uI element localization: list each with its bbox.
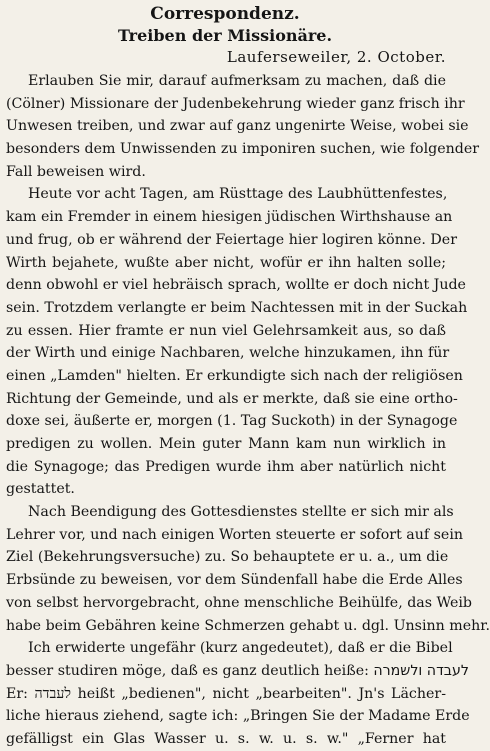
text-line: predigen zu wollen. Mein guter Mann kam nun wirklich in xyxy=(6,436,446,452)
text-line: denn obwohl er viel hebräisch sprach, wollte er doch nicht Jude xyxy=(6,277,466,294)
text-line: Ich erwiderte ungefähr (kurz angedeutet), daß er die Bibel xyxy=(28,640,453,657)
text-line: Erlauben Sie mir, darauf aufmerksam zu machen, daß die xyxy=(28,73,446,89)
article-body xyxy=(6,70,490,751)
text-line: habe beim Gebähren keine Schmerzen gehabt u. dgl. Unsinn mehr. xyxy=(6,617,490,634)
text-line: Er: לעבדה heißt „bedienen", nicht „bearbeiten". Jn's Lächer- xyxy=(6,685,446,702)
text-line: Lehrer vor, und nach einigen Worten steuerte er sofort auf sein xyxy=(6,526,464,543)
text-line: Wirth bejahete, wußte aber nicht, wofür er ihn halten solle; xyxy=(6,254,446,271)
text-line: Erbsünde zu beweisen, vor dem Sündenfall habe die Erde Alles xyxy=(6,572,463,589)
text-line: die Synagoge; das Predigen wurde ihm aber natürlich nicht xyxy=(6,458,446,475)
text-line: kam ein Fremder in einem hiesigen jüdischen Wirthshause an xyxy=(6,209,453,226)
text-line xyxy=(6,660,469,683)
dateline: Lauferseweiler, 2. October. xyxy=(226,48,446,66)
text-line: Fall beweisen wird. xyxy=(6,163,146,180)
text-line: Nach Beendigung des Gottesdienstes stellte er sich mir als xyxy=(28,504,454,521)
text-line: zu essen. Hier framte er nun viel Gelehrsamkeit aus, so daß xyxy=(6,322,446,339)
text-line: besonders dem Unwissenden zu imponiren suchen, wie folgender xyxy=(6,141,480,158)
text-line: Richtung der Gemeinde, und als er merkte, daß sie eine ortho- xyxy=(6,390,458,407)
section-heading: Correspondenz. xyxy=(150,4,300,24)
text-line: von selbst hervorgebracht, ohne menschliche Beihülfe, das Weib xyxy=(6,594,472,611)
text-line: gestattet. xyxy=(6,481,75,498)
text-line: Heute vor acht Tagen, am Rüsttage des Laubhüttenfestes, xyxy=(28,186,448,203)
text-line: Ziel (Bekehrungsversuche) zu. So behauptete er u. a., um die xyxy=(6,549,449,566)
text-line: liche hieraus ziehend, sagte ich: „Bringen Sie der Madame Erde xyxy=(6,708,470,725)
text-line: und frug, ob er während der Feiertage hier logiren könne. Der xyxy=(6,231,457,248)
article-title: Treiben der Missionäre. xyxy=(117,26,333,45)
hebrew-quote: לעבדה ולשמרה xyxy=(373,662,469,679)
text-line: Unwesen treiben, und zwar auf ganz ungenirte Weise, wobei sie xyxy=(6,118,469,135)
text-line: der Wirth und einige Nachbaren, welche hinzukamen, ihn für xyxy=(6,345,450,362)
text-line: (Cölner) Missionare der Judenbekehrung wieder ganz frisch ihr xyxy=(6,95,465,112)
text-line-part: besser studiren möge, daß es ganz deutlich heiße: xyxy=(6,662,369,679)
text-line: gefälligst ein Glas Wasser u. s. w. u. s. w." „Ferner hat xyxy=(6,730,446,747)
text-line: doxe sei, äußerte er, morgen (1. Tag Suckoth) in der Synagoge xyxy=(6,413,458,430)
text-line: einen „Lamden" hielten. Er erkundigte sich nach der religiösen xyxy=(6,367,463,384)
text-line: sein. Trotzdem verlangte er beim Nachtessen mit in der Suckah xyxy=(6,299,468,316)
